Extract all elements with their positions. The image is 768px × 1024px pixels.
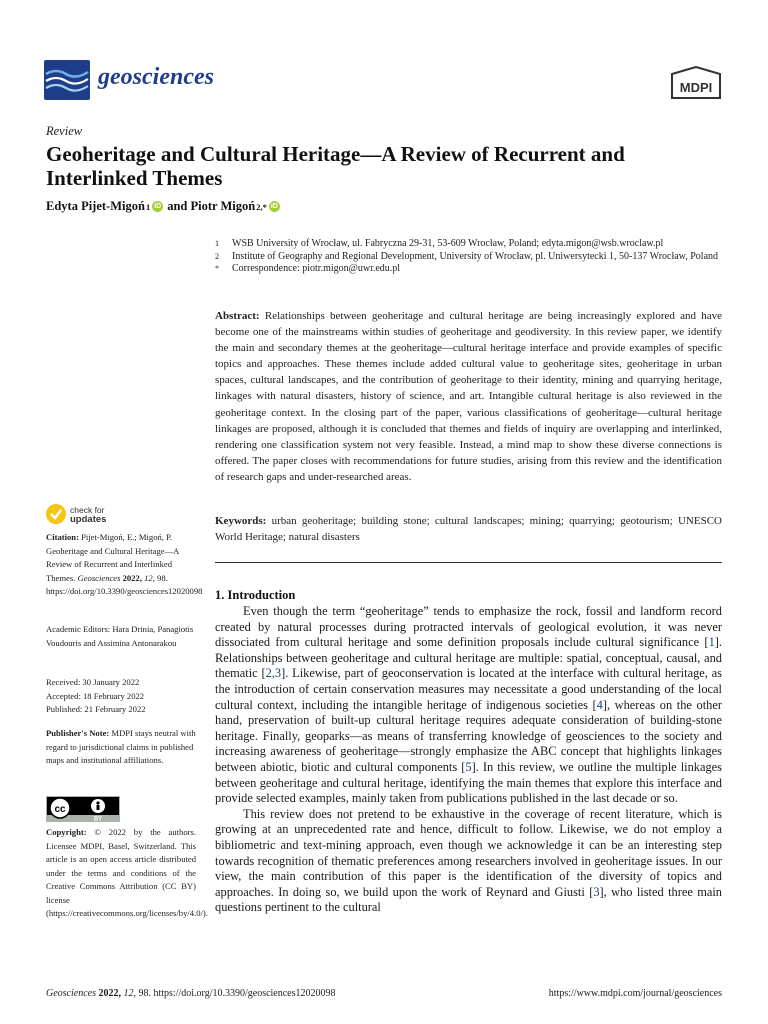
introduction-body	[215, 604, 722, 916]
geosciences-logo-icon	[44, 60, 90, 100]
by-label: BY	[93, 816, 103, 822]
citation-block	[46, 531, 203, 599]
affiliation-text: WSB University of Wrocław, ul. Fabryczna 29-31, 53-609 Wrocław, Poland; edyta.migon@wsb.wroclaw.pl	[232, 238, 664, 249]
correspondence-email[interactable]: Correspondence: piotr.migon@uwr.edu.pl	[232, 263, 401, 274]
citation-volume: 12,	[144, 572, 155, 583]
citation-ref-link[interactable]: 5	[465, 759, 472, 774]
cc-by-license-icon[interactable]	[46, 796, 120, 822]
footer-year: 2022,	[98, 988, 121, 999]
article-title: Geoheritage and Cultural Heritage—A Review of Recurrent and Interlinked Themes	[46, 142, 625, 190]
paragraph-text: ], whereas on the other hand, preservation of built-up cultural heritage requires adequate consideration of building-stone heritage. Finally, geoparks—as means of transferring knowledge of geosciences to the society and increasing awareness of geoheritage—strongly emphasize the ABC concept that highlights linkages between abiotic, biotic and cultural components [	[215, 697, 722, 774]
publisher-note-text: MDPI stays neutral with regard to jurisdictional claims in published maps and institutional affiliations.	[46, 728, 196, 765]
keywords-text: urban geoheritage; building stone; cultural landscapes; mining; quarrying; geotourism; UNESCO World Heritage; natural disasters	[215, 515, 722, 543]
orcid-icon[interactable]: iD	[154, 203, 162, 210]
citation-journal: Geosciences	[77, 572, 121, 583]
paragraph-text: ]. Likewise, part of geoconservation is located at the interface with cultural heritage, as the introduction of certain conservation measures may necessitate a good understanding of the local cultural context, including the intangible heritage of indigenous societies [	[215, 666, 723, 712]
affiliation-item	[215, 263, 725, 276]
accepted-date: Accepted: 18 February 2022	[46, 690, 145, 701]
affiliation-item	[215, 238, 725, 251]
academic-editors: Academic Editors: Hara Drinia, Panagiotis Voudouris and Assimina Antonarakou	[46, 624, 194, 648]
journal-name[interactable]: geosciences	[98, 64, 214, 90]
cc-label: cc	[54, 804, 66, 815]
publisher-note	[46, 727, 196, 768]
body-paragraph	[215, 604, 722, 807]
footer-journal-url[interactable]: https://www.mdpi.com/journal/geosciences	[548, 988, 722, 999]
footer-volume: 12,	[123, 988, 136, 999]
journal-header	[44, 56, 724, 106]
check-updates-line2: updates	[70, 514, 107, 525]
citation-ref-link[interactable]: 2,3	[265, 666, 282, 681]
citation-label: Citation:	[46, 532, 79, 542]
citation-ref-link[interactable]: 1	[708, 635, 715, 650]
author-affil-mark: 1	[145, 201, 151, 212]
check-updates-icon	[46, 504, 66, 524]
copyright-label: Copyright:	[46, 827, 87, 837]
author-affil-mark: 2,*	[256, 201, 267, 212]
copyright-text: © 2022 by the authors. Licensee MDPI, Basel, Switzerland. This article is an open access article distributed under the terms and conditions of the Creative Commons Attribution (CC BY) license (https://creativecommons.org/licenses/by/4.0/).	[46, 827, 208, 918]
received-date: Received: 30 January 2022	[46, 677, 140, 687]
orcid-icon[interactable]: iD	[270, 203, 278, 210]
section-heading: 1. Introduction	[215, 588, 296, 602]
citation-doi[interactable]: 98. https://doi.org/10.3390/geosciences12020098	[46, 572, 203, 596]
citation-ref-link[interactable]: 4	[596, 697, 603, 712]
paragraph-text: ]. In this review, we outline the multiple linkages between geoheritage and cultural heritage, identifying the main themes that explore this interface and provide selected examples, mainly taken from publications published in the last decade or so.	[215, 759, 722, 806]
body-paragraph	[215, 807, 722, 916]
author-join: and	[167, 199, 188, 213]
affiliation-mark: *	[215, 264, 219, 273]
paragraph-text: This review does not pretend to be exhaustive in the coverage of recent literature, which is growing at an unprecedented rate and hence, difficult to follow. Likewise, we do not employ a bibliometric and text-mining approach, even though we acknowledge it can be an interesting step towards recognition of thematic preferences among researchers involved in geoheritage issues. In our view, the main contribution of this paper is the identification of the diversity of topics and approaches. In doing so, we build upon the work of Reynard and Giusti [	[215, 806, 722, 899]
footer-citation	[46, 988, 336, 999]
paragraph-text: Even though the term “geoheritage” tends to emphasize the rock, fossil and landform record created by natural processes during protracted intervals of geological evolution, it was never dissociated from cultural heritage and some definition proposals include cultural significance [	[215, 604, 722, 650]
published-date: Published: 21 February 2022	[46, 704, 146, 714]
article-type: Review	[46, 124, 83, 138]
affiliation-mark: 2	[215, 251, 219, 261]
abstract-label: Abstract:	[215, 310, 260, 322]
paragraph-text: ], who listed three main questions pertinent to the cultural	[215, 884, 722, 915]
affiliations	[215, 238, 725, 276]
keywords	[215, 513, 722, 545]
affiliation-mark: 1	[215, 239, 219, 248]
author-name[interactable]: Piotr Migoń	[190, 199, 256, 213]
author-list	[46, 199, 284, 214]
publisher-note-label: Publisher's Note:	[46, 728, 110, 738]
dates-block	[46, 676, 196, 717]
check-for-updates-button[interactable]	[46, 504, 156, 528]
keywords-label: Keywords:	[215, 515, 267, 527]
abstract	[215, 308, 722, 485]
paragraph-text: ]. Relationships between geoheritage and cultural heritage are multiple: spatial, conceptual, causal, and thematic [	[215, 635, 722, 681]
affiliation-item	[215, 251, 725, 264]
citation-ref-link[interactable]: 3	[593, 884, 600, 899]
affiliation-text: Institute of Geography and Regional Development, University of Wrocław, pl. Uniwersytecki 1, 50-137 Wrocław, Poland	[232, 250, 719, 262]
footer-doi-link[interactable]: 98. https://doi.org/10.3390/geosciences12020098	[138, 988, 336, 999]
abstract-text: Relationships between geoheritage and cultural heritage are being increasingly explored and have become one of the mainstreams within studies of geoheritage and geodiversity. In this review paper, we identify the main and secondary themes at the geoheritage—cultural heritage interface and provide examples of specific topics and approaches. These themes include added cultural value to geoheritage sites, geoheritage in urban spaces, cultural landscapes, and the contribution of geoheritage to their identity, mining and quarrying heritage, linkages with natural disasters, history of science, and art. Intangible cultural heritage is also reviewed in the geoheritage context. In the closing part of the paper, various classifications of geoheritage—cultural heritage linkages are proposed, although it is concluded that themes and fields of inquiry are overlapping and interlinked, rendering one classification system not very feasible. Instead, a mind map to show these diverse connections is offered. The paper closes with recommendations for future studies, arising from this review and the identification of research gaps and under-researched areas.	[215, 310, 723, 483]
check-updates-line1: check for	[70, 505, 105, 515]
citation-year: 2022,	[122, 572, 142, 583]
section-divider	[215, 562, 722, 563]
author-name[interactable]: Edyta Pijet-Migoń	[46, 199, 145, 213]
mdpi-logo-icon[interactable]	[668, 66, 724, 102]
footer-journal: Geosciences	[46, 988, 96, 999]
citation-text: Pijet-Migoń, E.; Migoń, P. Geoheritage and Cultural Heritage—A Review of Recurrent and Interlinked Themes.	[46, 532, 179, 583]
copyright-block	[46, 826, 208, 921]
publisher-name: MDPI	[679, 80, 713, 95]
